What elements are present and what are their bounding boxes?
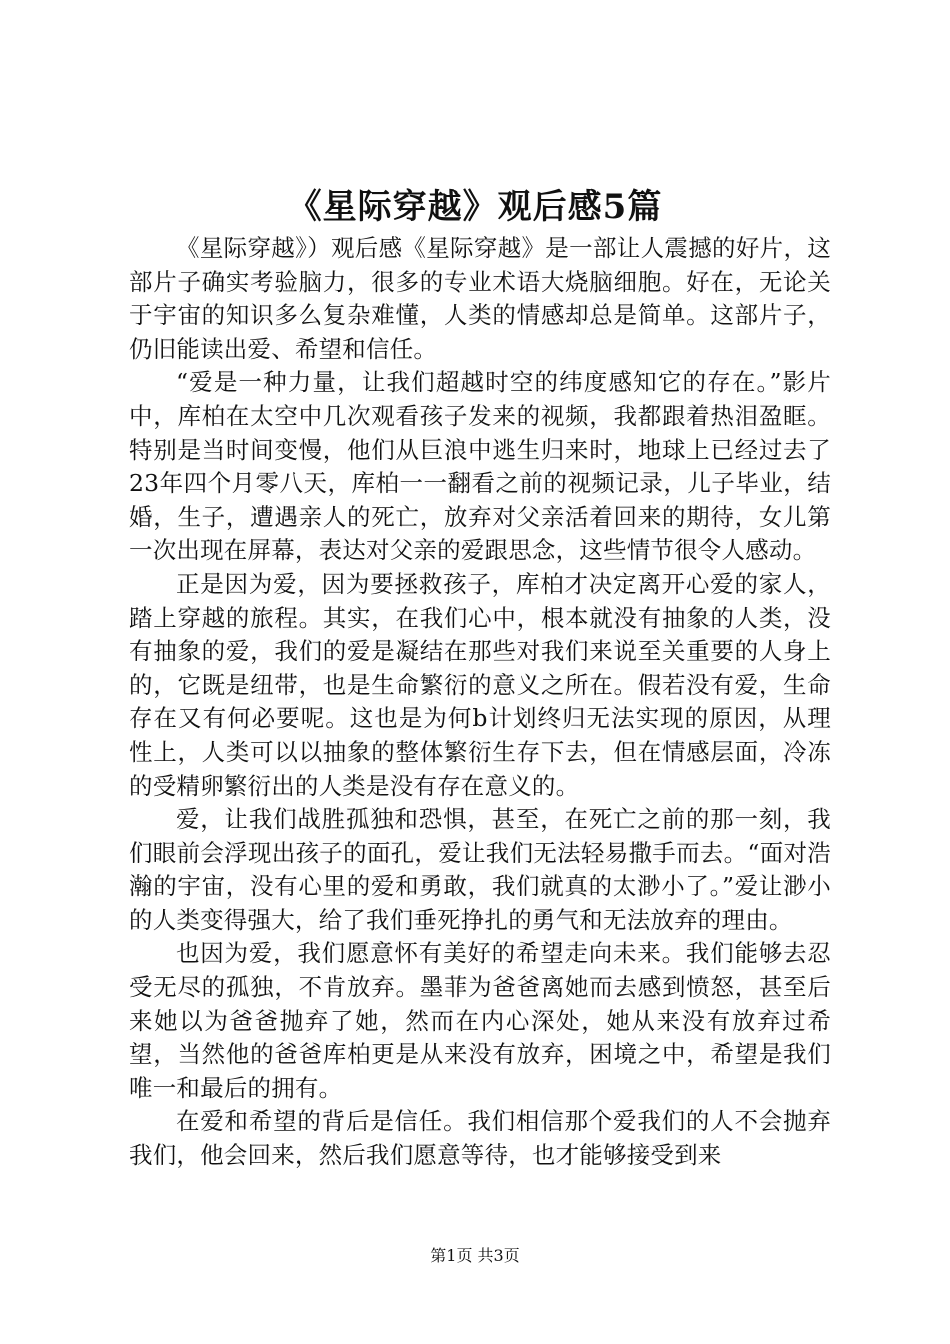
paragraph: 也因为爱，我们愿意怀有美好的希望走向未来。我们能够去忍受无尽的孤独，不肯放弃。墨菲为爸爸离她而去感到愤怒，甚至后来她以为爸爸抛弃了她，然而在内心深处，她从来没有放弃过希望，当然他的爸爸库柏更是从来没有放弃，困境之中，希望是我们唯一和最后的拥有。 (129, 939, 831, 1102)
paragraph: “爱是一种力量，让我们超越时空的纬度感知它的存在。”影片中，库柏在太空中几次观看孩子发来的视频，我都跟着热泪盈眶。特别是当时间变慢，他们从巨浪中逃生归来时，地球上已经过去了23年四个月零八天，库柏一一翻看之前的视频记录，儿子毕业，结婚，生子，遭遇亲人的死亡，放弃对父亲活着回来的期待，女儿第一次出现在屏幕，表达对父亲的爱跟思念，这些情节很令人感动。 (129, 368, 831, 565)
page-footer: 第1页 共3页 (430, 1246, 520, 1265)
paragraph: 爱，让我们战胜孤独和恐惧，甚至，在死亡之前的那一刻，我们眼前会浮现出孩子的面孔，爱让我们无法轻易撒手而去。“面对浩瀚的宇宙，没有心里的爱和勇敢，我们就真的太渺小了。”爱让渺小的人类变得强大，给了我们垂死挣扎的勇气和无法放弃的理由。 (129, 805, 831, 934)
paragraph: 《星际穿越》）观后感《星际穿越》是一部让人震撼的好片，这部片子确实考验脑力，很多的专业术语大烧脑细胞。好在，无论关于宇宙的知识多么复杂难懂，人类的情感却总是简单。这部片子，仍旧能读出爱、希望和信任。 (129, 234, 831, 363)
paragraph: 正是因为爱，因为要拯救孩子，库柏才决定离开心爱的家人，踏上穿越的旅程。其实，在我们心中，根本就没有抽象的人类，没有抽象的爱，我们的爱是凝结在那些对我们来说至关重要的人身上的，它既是纽带，也是生命繁衍的意义之所在。假若没有爱，生命存在又有何必要呢。这也是为何b计划终归无法实现的原因，从理性上，人类可以以抽象的整体繁衍生存下去，但在情感层面，冷冻的受精卵繁衍出的人类是没有存在意义的。 (129, 569, 831, 800)
document-title: 《星际穿越》观后感5篇 (287, 187, 663, 227)
document-body (129, 232, 831, 1173)
paragraph: 在爱和希望的背后是信任。我们相信那个爱我们的人不会抛弃我们，他会回来，然后我们愿意等待，也才能够接受到来 (129, 1107, 831, 1170)
